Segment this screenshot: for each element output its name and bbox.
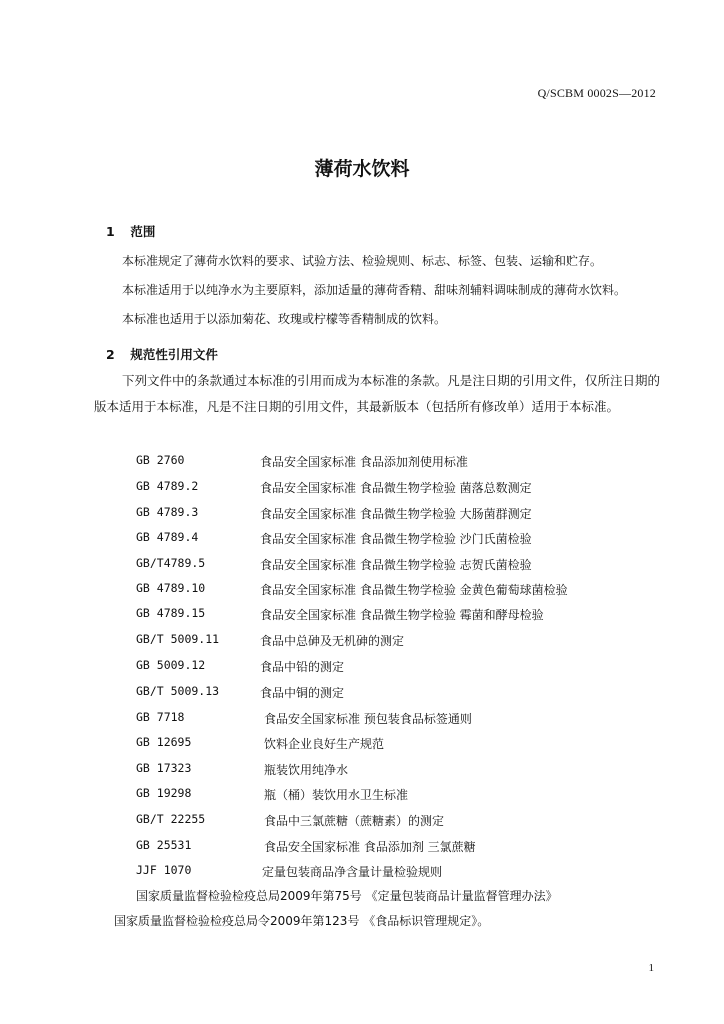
reference-title: 食品安全国家标准 食品微生物学检验 菌落总数测定: [260, 481, 532, 495]
section-2-heading: [106, 345, 218, 363]
reference-title: 瓶装饮用纯净水: [264, 763, 349, 777]
section-1-heading: [106, 222, 155, 240]
reference-code: GB/T4789.5: [136, 556, 206, 570]
reference-code: GB 4789.15: [136, 606, 206, 620]
reference-title: 瓶（桶）装饮用水卫生标准: [264, 788, 409, 802]
reference-code: GB 7718: [136, 710, 185, 724]
reference-code: GB 4789.4: [136, 530, 199, 544]
standard-code: Q/SCBM 0002S—2012: [537, 86, 656, 100]
reference-title: 食品中铅的测定: [260, 660, 345, 674]
reference-title: 食品中铜的测定: [260, 686, 345, 700]
section-1-title: 范围: [130, 224, 156, 239]
reference-code: GB 19298: [136, 786, 192, 800]
reference-code: GB 4789.3: [136, 505, 199, 519]
references-intro: 下列文件中的条款通过本标准的引用而成为本标准的条款。凡是注日期的引用文件，仅所注日期的版本适用于本标准，凡是不注日期的引用文件，其最新版本（包括所有修改单）适用于本标准。: [94, 373, 660, 414]
section-2-title: 规范性引用文件: [130, 347, 218, 362]
reference-title: 食品安全国家标准 食品微生物学检验 金黄色葡萄球菌检验: [260, 583, 568, 597]
section-2-number: 2: [106, 347, 115, 362]
reference-title: 食品安全国家标准 食品添加剂 三氯蔗糖: [264, 840, 476, 854]
reference-code: GB/T 5009.11: [136, 632, 220, 646]
reference-code: GB 25531: [136, 838, 192, 852]
reference-title: 食品安全国家标准 食品微生物学检验 大肠菌群测定: [260, 507, 532, 521]
scope-paragraph-3: 本标准也适用于以添加菊花、玫瑰或柠檬等香精制成的饮料。: [122, 312, 447, 326]
reference-code: GB 2760: [136, 453, 185, 467]
reference-code: GB/T 22255: [136, 812, 206, 826]
reference-title: 食品中总砷及无机砷的测定: [260, 634, 405, 648]
reference-code: GB 17323: [136, 761, 192, 775]
reference-title: 食品安全国家标准 食品微生物学检验 霉菌和酵母检验: [260, 608, 544, 622]
reference-title: 食品安全国家标准 食品微生物学检验 志贺氏菌检验: [260, 558, 532, 572]
regulation-note-1: 国家质量监督检验检疫总局2009年第75号 《定量包装商品计量监督管理办法》: [136, 889, 558, 903]
reference-title: 定量包装商品净含量计量检验规则: [262, 865, 443, 879]
scope-paragraph-1: 本标准规定了薄荷水饮料的要求、试验方法、检验规则、标志、标签、包装、运输和贮存。: [122, 254, 603, 268]
regulation-note-2: 国家质量监督检验检疫总局令2009年第123号 《食品标识管理规定》。: [114, 914, 490, 928]
reference-code: GB 12695: [136, 735, 192, 749]
reference-title: 食品安全国家标准 食品微生物学检验 沙门氏菌检验: [260, 532, 532, 546]
section-1-number: 1: [106, 224, 115, 239]
reference-title: 饮料企业良好生产规范: [264, 737, 385, 751]
page-number: 1: [648, 962, 654, 974]
reference-code: JJF 1070: [136, 863, 192, 877]
reference-code: GB/T 5009.13: [136, 684, 220, 698]
scope-paragraph-2: 本标准适用于以纯净水为主要原料，添加适量的薄荷香精、甜味剂辅料调味制成的薄荷水饮料。: [122, 283, 627, 297]
reference-code: GB 5009.12: [136, 658, 206, 672]
reference-title: 食品中三氯蔗糖（蔗糖素）的测定: [264, 814, 445, 828]
reference-code: GB 4789.2: [136, 479, 199, 493]
document-title: 薄荷水饮料: [314, 158, 410, 180]
reference-code: GB 4789.10: [136, 581, 206, 595]
reference-title: 食品安全国家标准 预包装食品标签通则: [264, 712, 472, 726]
reference-title: 食品安全国家标准 食品添加剂使用标准: [260, 455, 468, 469]
